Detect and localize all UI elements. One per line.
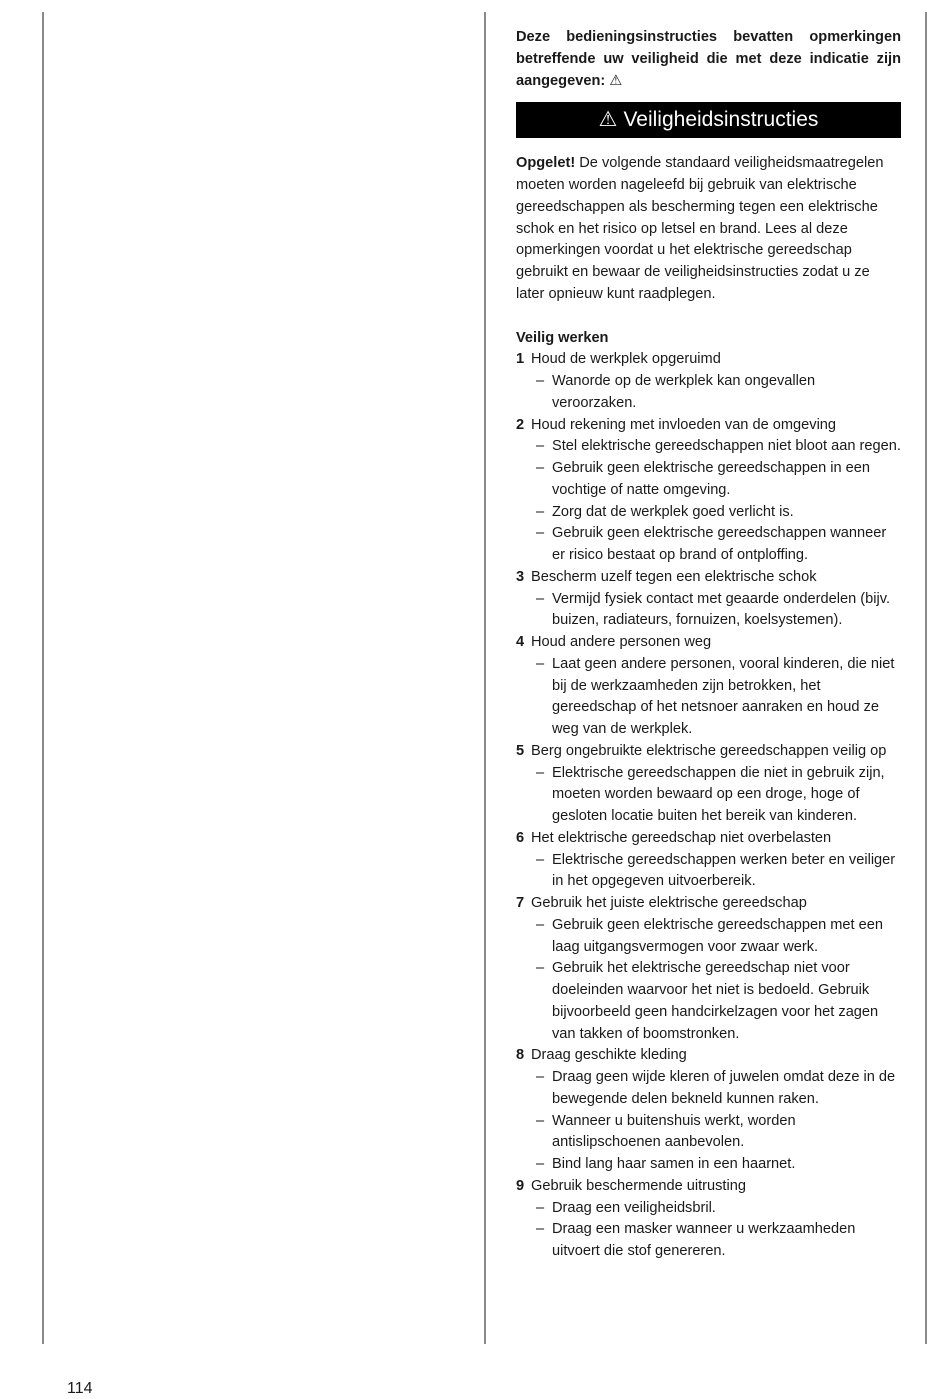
intro-paragraph xyxy=(516,27,901,92)
banner-title: Veiligheidsinstructies xyxy=(623,108,819,132)
subpoint-text: Bind lang haar samen in een haarnet. xyxy=(552,1156,796,1172)
item-title: Gebruik het juiste elektrische gereedschap xyxy=(531,895,807,911)
caution-paragraph xyxy=(516,153,901,305)
dash-bullet: – xyxy=(536,590,545,607)
item-subpoint xyxy=(531,371,901,415)
dash-bullet: – xyxy=(536,655,545,672)
item-subpoint xyxy=(531,763,901,828)
caution-text: De volgende standaard veiligheidsmaatregelen moeten worden nageleefd bij gebruik van elektrische gereedschappen als bescherming tegen een elektrische schok en het risico op letsel en brand. Lees al deze opmerkingen voordat u het elektrische gereedschap gebruikt en bewaar de veiligheidsinstructies zodat u ze later opnieuw kunt raadplegen. xyxy=(516,155,884,302)
dash-bullet: – xyxy=(536,1112,545,1129)
item-number: 8 xyxy=(516,1047,525,1064)
safety-item xyxy=(516,893,901,1045)
dash-bullet: – xyxy=(536,1156,545,1172)
safety-item xyxy=(516,415,901,567)
item-subpoint xyxy=(531,915,901,959)
left-margin-rule xyxy=(42,12,44,1344)
subpoint-text: Gebruik geen elektrische gereedschappen in een vochtige of natte omgeving. xyxy=(552,460,871,498)
safety-items-list xyxy=(516,349,901,1263)
subpoint-text: Wanorde op de werkplek kan ongevallen veroorzaken. xyxy=(552,373,816,411)
right-margin-rule xyxy=(925,12,927,1344)
safety-item xyxy=(516,567,901,632)
subpoint-text: Gebruik geen elektrische gereedschappen wanneer er risico bestaat op brand of ontploffing. xyxy=(552,525,887,563)
right-text-column xyxy=(516,27,901,1263)
item-subpoint xyxy=(531,1067,901,1111)
item-number: 4 xyxy=(516,634,525,650)
column-divider-rule xyxy=(484,12,486,1344)
safety-instructions-banner xyxy=(516,102,901,138)
dash-bullet: – xyxy=(536,764,545,781)
item-title: Houd andere personen weg xyxy=(531,634,712,650)
warning-triangle-icon: ⚠ xyxy=(598,108,618,132)
subpoint-text: Draag een veiligheidsbril. xyxy=(552,1199,716,1216)
item-number: 5 xyxy=(516,742,525,759)
subpoint-text: Elektrische gereedschappen die niet in gebruik zijn, moeten worden bewaard op een droge, hoge of gesloten locatie buiten het bereik van kinderen. xyxy=(552,764,885,824)
subpoint-text: Elektrische gereedschappen werken beter en veiliger in het opgegeven uitvoerbereik. xyxy=(552,851,896,890)
subpoint-text: Laat geen andere personen, vooral kinderen, die niet bij de werkzaamheden zijn betrokken, het gereedschap of het netsnoer aanraken en houd ze weg van de werkplek. xyxy=(552,655,895,737)
dash-bullet: – xyxy=(536,525,545,542)
subpoint-text: Zorg dat de werkplek goed verlicht is. xyxy=(552,503,794,520)
dash-bullet: – xyxy=(536,1069,545,1085)
dash-bullet: – xyxy=(536,460,545,476)
item-subpoint xyxy=(531,589,901,633)
item-subpoint xyxy=(531,1111,901,1155)
dash-bullet: – xyxy=(536,503,545,520)
safety-item xyxy=(516,632,901,741)
subpoint-text: Stel elektrische gereedschappen niet bloot aan regen. xyxy=(552,438,901,455)
subpoint-text: Vermijd fysiek contact met geaarde onderdelen (bijv. buizen, radiateurs, fornuizen, koelsystemen). xyxy=(552,590,890,629)
dash-bullet: – xyxy=(536,916,545,933)
item-title: Draag geschikte kleding xyxy=(531,1047,687,1064)
item-title: Houd rekening met invloeden van de omgeving xyxy=(531,416,837,433)
caution-label: Opgelet! xyxy=(516,155,576,172)
safety-item xyxy=(516,1176,901,1263)
item-title: Het elektrische gereedschap niet overbelasten xyxy=(531,829,832,846)
dash-bullet: – xyxy=(536,438,545,455)
dash-bullet: – xyxy=(536,960,545,977)
safety-item xyxy=(516,1045,901,1176)
dash-bullet: – xyxy=(536,1199,545,1216)
dash-bullet: – xyxy=(536,851,545,868)
safety-item xyxy=(516,828,901,893)
dash-bullet: – xyxy=(536,1221,545,1238)
item-number: 6 xyxy=(516,829,525,846)
item-subpoint xyxy=(531,458,901,502)
item-subpoint xyxy=(531,654,901,741)
item-title: Gebruik beschermende uitrusting xyxy=(531,1177,746,1194)
item-title: Berg ongebruikte elektrische gereedschappen veilig op xyxy=(531,742,887,759)
item-subpoint xyxy=(531,1198,901,1220)
item-number: 9 xyxy=(516,1177,525,1194)
item-subpoint xyxy=(531,1154,901,1176)
subpoint-text: Draag geen wijde kleren of juwelen omdat deze in de bewegende delen bekneld kunnen raken. xyxy=(552,1069,896,1107)
item-title: Bescherm uzelf tegen een elektrische schok xyxy=(531,568,817,585)
item-number: 1 xyxy=(516,351,525,368)
item-number: 7 xyxy=(516,895,525,911)
warning-triangle-icon: ⚠ xyxy=(609,72,623,89)
item-subpoint xyxy=(531,958,901,1045)
subpoint-text: Gebruik geen elektrische gereedschappen met een laag uitgangsvermogen voor zwaar werk. xyxy=(552,916,884,955)
item-subpoint xyxy=(531,1219,901,1263)
safety-item xyxy=(516,741,901,828)
item-title: Houd de werkplek opgeruimd xyxy=(531,351,721,368)
item-subpoint xyxy=(531,850,901,894)
subpoint-text: Wanneer u buitenshuis werkt, worden antislipschoenen aanbevolen. xyxy=(552,1112,796,1151)
safety-item xyxy=(516,349,901,414)
intro-text: Deze bedieningsinstructies bevatten opmerkingen betreffende uw veiligheid die met deze indicatie zijn aangegeven: xyxy=(516,29,901,89)
item-subpoint xyxy=(531,436,901,458)
subpoint-text: Draag een masker wanneer u werkzaamheden uitvoert die stof genereren. xyxy=(552,1221,856,1259)
item-number: 2 xyxy=(516,416,525,433)
item-number: 3 xyxy=(516,568,525,585)
section-title: Veilig werken xyxy=(516,329,609,346)
item-subpoint xyxy=(531,523,901,567)
subpoint-text: Gebruik het elektrische gereedschap niet voor doeleinden waarvoor het niet is bedoeld. Gebruik bijvoorbeeld geen handcirkelzagen voor het zagen van takken of boomstronken. xyxy=(552,960,879,1042)
item-subpoint xyxy=(531,502,901,524)
dash-bullet: – xyxy=(536,373,545,389)
page-number: 114 xyxy=(67,1380,93,1397)
